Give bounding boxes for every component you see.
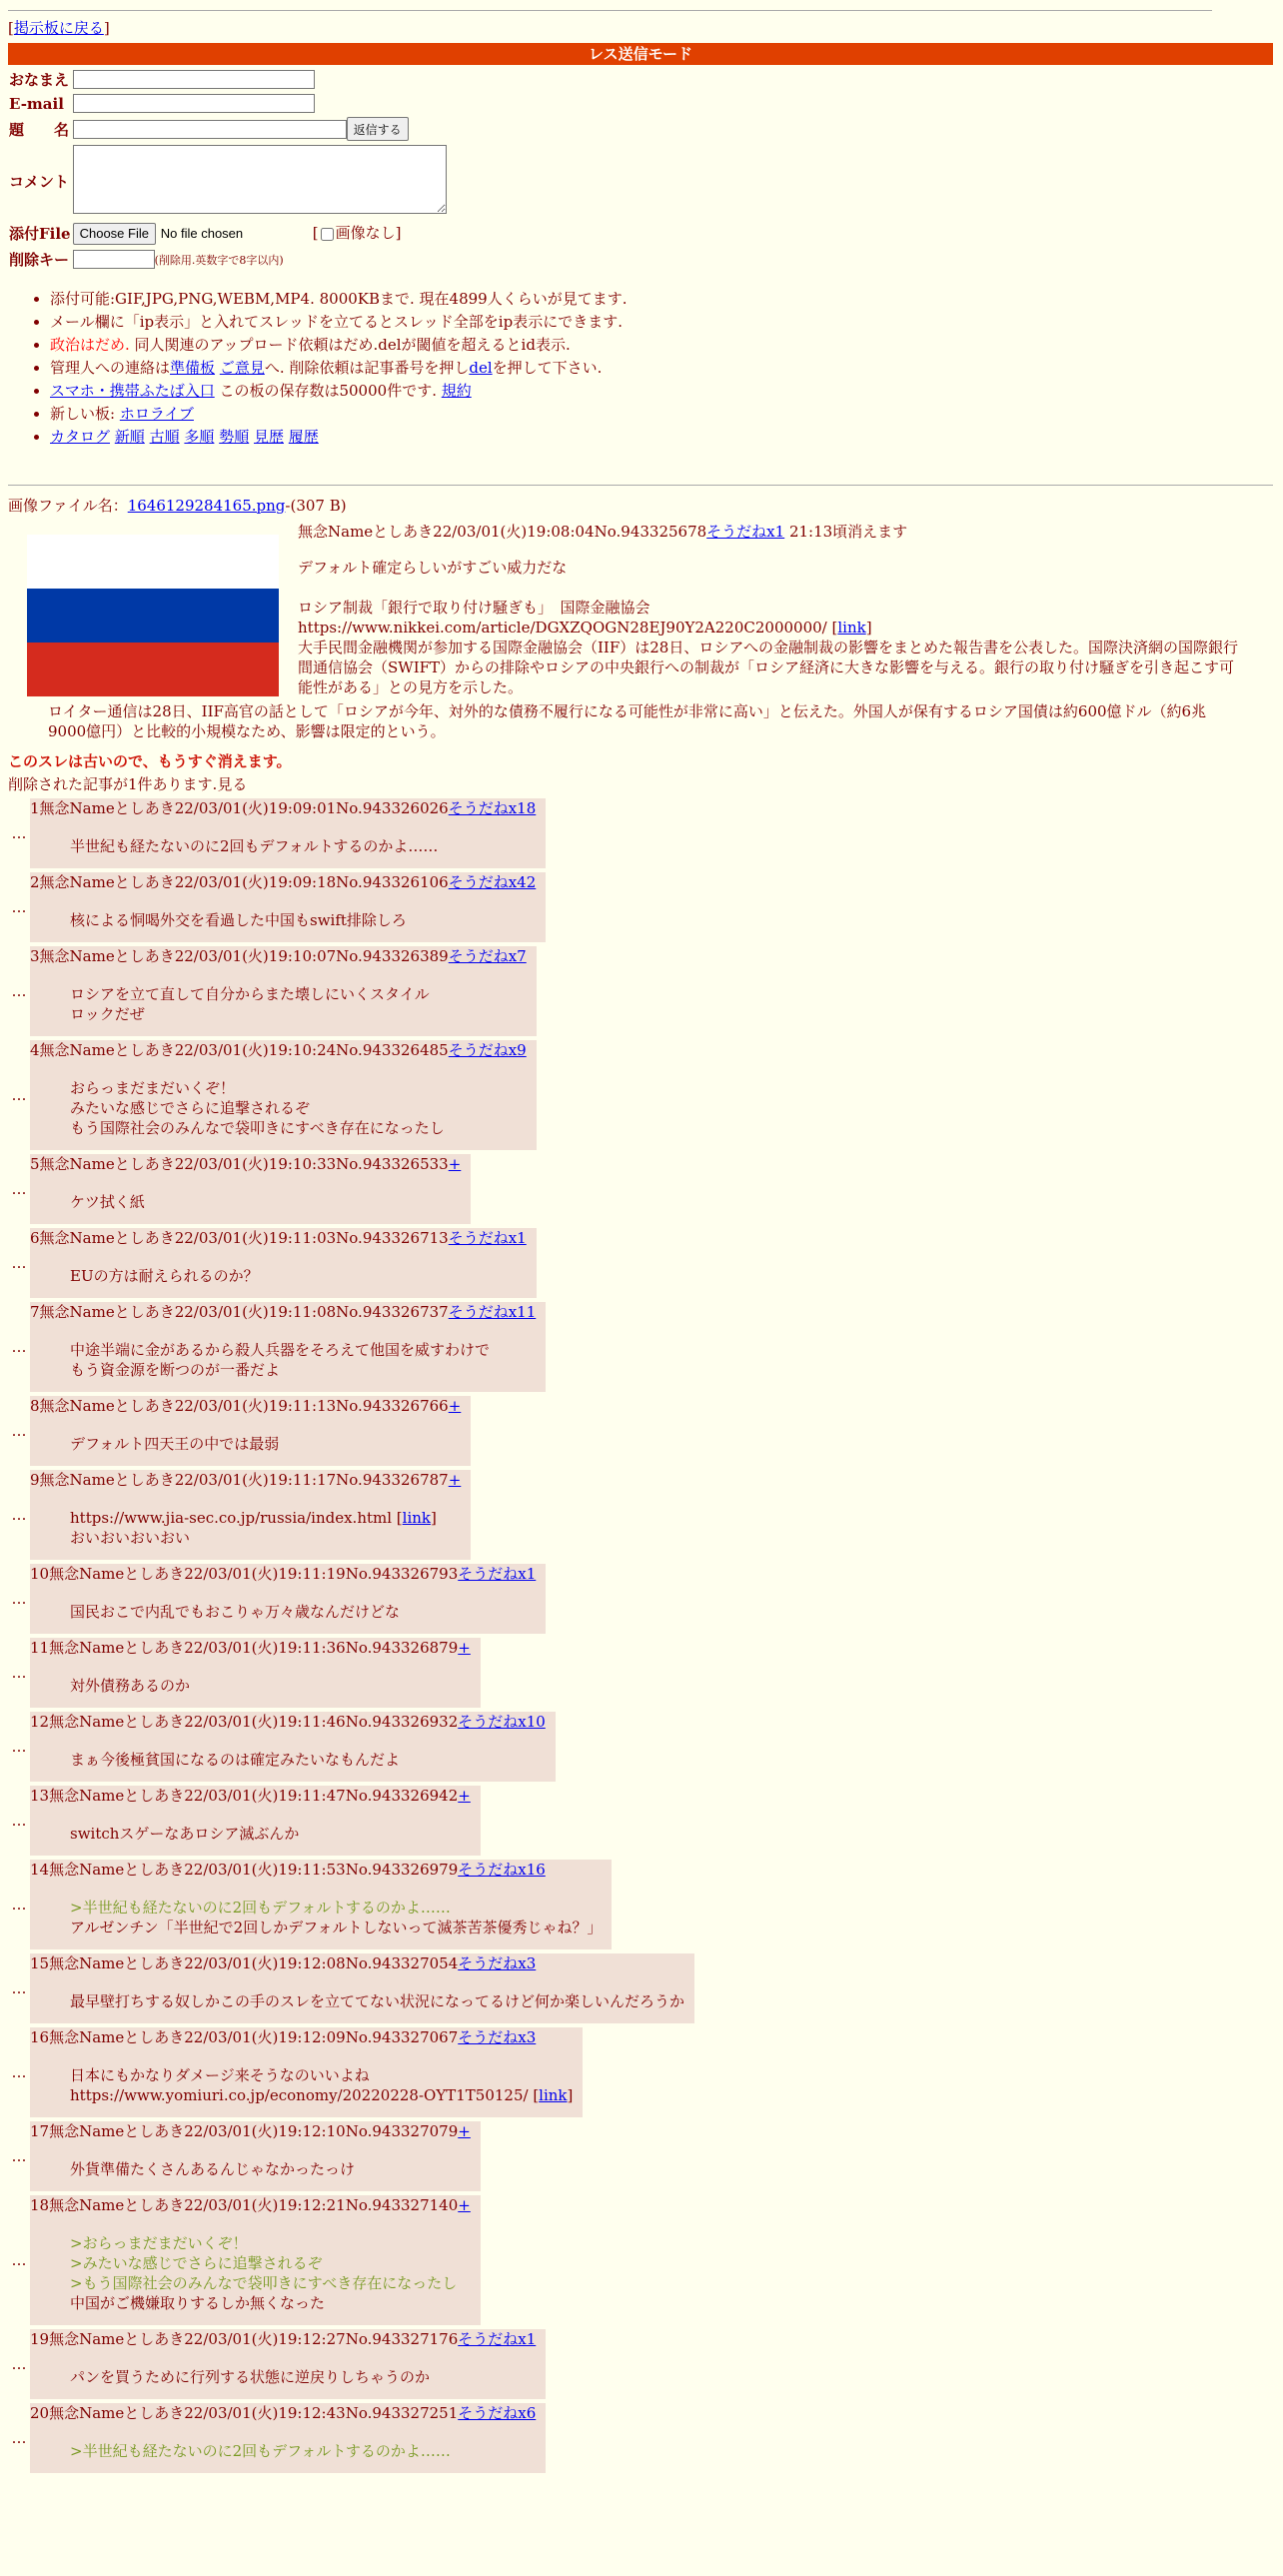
flag-stripe-red	[27, 643, 279, 696]
post-form: おなまえ E-mail 題 名 返信する コメント 添付File Choose File No file chosen [ 画像なし] 削除キー (削除用.英数字で8字以内)	[8, 67, 448, 272]
reply-meta: 8無念Nameとしあき22/03/01(火)19:11:13No.943326766	[30, 1396, 449, 1415]
prep-board-link[interactable]: 準備板	[170, 358, 216, 377]
reply-header	[30, 1154, 461, 1174]
reply-dots: …	[11, 897, 27, 916]
sodane-link[interactable]: そうだねx11	[448, 1302, 537, 1321]
reply-dots: …	[11, 2250, 27, 2269]
comment-label: コメント	[9, 173, 70, 191]
expire-warning: このスレは古いので、もうすぐ消えます。	[8, 751, 292, 770]
note-mobile: • スマホ・携帯ふたば入口 この板の保存数は50000件です. 規約	[50, 380, 1275, 401]
reply-header	[30, 1040, 527, 1060]
reply-body: https://www.jia-sec.co.jp/russia/index.html [link] おいおいおいおい	[70, 1508, 461, 1548]
flag-stripe-blue	[27, 589, 279, 643]
op-line: 大手民間金融機関が参加する国際金融協会（IIF）は28日、ロシアへの金融制裁の影響をまとめた報告書を公表した。国際決済網の国際銀行間通信協会（SWIFT）からの排除やロシアの中央銀行への制裁が「ロシア経済に大きな影響を与える。銀行の取り付け騒ぎを引き起こす可能性がある」との見方を示した。	[298, 638, 1239, 696]
no-image-checkbox[interactable]	[321, 228, 334, 241]
reply-line: アルゼンチン「半世紀で2回しかデフォルトしないって滅茶苦茶優秀じゃね？」	[70, 1918, 603, 1936]
sodane-link[interactable]: +	[448, 1470, 462, 1489]
reply-quote-line: >もう国際社会のみんなで袋叩きにすべき存在になったし	[70, 2273, 458, 2292]
sodane-link[interactable]: そうだねx18	[448, 798, 537, 817]
reply-body	[70, 2441, 536, 2461]
back-nav: [掲示板に戻る]	[8, 19, 110, 37]
name-input[interactable]	[73, 70, 315, 89]
op-image-russia-flag[interactable]	[27, 535, 279, 697]
reply-mode-banner: レス送信モード	[8, 43, 1273, 65]
sodane-link[interactable]: そうだねx1	[448, 1228, 527, 1247]
reply-dots: …	[11, 981, 27, 1000]
reply-dots: …	[11, 1337, 27, 1356]
reply-meta: 9無念Nameとしあき22/03/01(火)19:11:17No.943326787	[30, 1470, 449, 1489]
reply-line: ロシアを立て直して自分からまた壊しにいくスタイル	[70, 984, 430, 1003]
sort-many-link[interactable]: 多順	[184, 427, 215, 446]
sodane-link[interactable]: そうだねx7	[448, 946, 527, 965]
reply-box	[30, 1470, 471, 1560]
reply-box	[30, 1040, 537, 1150]
reply-header	[30, 1302, 536, 1322]
sort-old-link[interactable]: 古順	[149, 427, 180, 446]
email-input[interactable]	[73, 94, 315, 113]
reply-box	[30, 2195, 481, 2325]
reply-body	[70, 1750, 546, 1770]
catalog-link[interactable]: カタログ	[50, 427, 111, 446]
reply-meta: 1無念Nameとしあき22/03/01(火)19:09:01No.943326026	[30, 798, 449, 817]
reply-box	[30, 1638, 481, 1708]
reply-dots: …	[11, 1663, 27, 1682]
reply-header	[30, 2195, 471, 2215]
reply-header	[30, 1860, 602, 1880]
reply-box	[30, 1786, 481, 1856]
reply-quote-line: >みたいな感じでさらに追撃されるぞ	[70, 2253, 323, 2272]
op-link[interactable]: link	[837, 618, 866, 637]
top-divider	[8, 10, 1212, 11]
sodane-link[interactable]: そうだねx10	[458, 1712, 546, 1731]
reply-row	[8, 2121, 1275, 2191]
op-url: https://www.nikkei.com/article/DGXZQOGN28EJ90Y2A220C2000000/	[298, 618, 827, 637]
reply-dots: …	[11, 823, 27, 842]
reply-meta: 20無念Nameとしあき22/03/01(火)19:12:43No.943327251	[30, 2403, 459, 2422]
reply-line: 国民おこで内乱でもおこりゃ万々歳なんだけどな	[70, 1602, 401, 1621]
reply-link[interactable]: link	[539, 2085, 568, 2104]
reply-body	[70, 1676, 471, 1696]
note-rules: • 政治はだめ. 同人関連のアップロード依頼はだめ.delが閾値を超えるとid表示.	[50, 334, 1275, 355]
reply-line: switchスゲーなあロシア滅ぶんか	[70, 1824, 300, 1843]
reply-row	[8, 1638, 1275, 1708]
flag-stripe-white	[27, 535, 279, 589]
reply-line: 日本にもかなりダメージ来そうなのいいよね	[70, 2065, 370, 2084]
sodane-link[interactable]: +	[458, 2121, 471, 2140]
sodane-link[interactable]: そうだねx1	[458, 2329, 537, 2348]
reply-body	[70, 1898, 602, 1937]
reply-body	[70, 984, 527, 1024]
reply-line: デフォルト四天王の中では最弱	[70, 1434, 280, 1453]
reply-header	[30, 1564, 536, 1584]
reply-box	[30, 872, 546, 942]
middle-divider	[8, 485, 1273, 486]
reply-row	[8, 946, 1275, 1036]
reply-dots: …	[11, 1421, 27, 1440]
reply-meta: 7無念Nameとしあき22/03/01(火)19:11:08No.943326737	[30, 1302, 449, 1321]
reply-url: https://www.jia-sec.co.jp/russia/index.html	[70, 1508, 393, 1527]
reply-meta: 11無念Nameとしあき22/03/01(火)19:11:36No.943326879	[30, 1638, 459, 1657]
op-line: デフォルト確定らしいがすごい威力だな	[298, 558, 568, 577]
reply-header	[30, 798, 536, 818]
reply-meta: 16無念Nameとしあき22/03/01(火)19:12:09No.943327067	[30, 2027, 459, 2046]
reply-box	[30, 2403, 546, 2473]
reply-dots: …	[11, 1978, 27, 1997]
reply-box	[30, 1860, 612, 1949]
reply-dots: …	[11, 1085, 27, 1104]
reply-body	[70, 1340, 536, 1380]
sodane-link[interactable]: そうだねx1	[458, 1564, 537, 1583]
history-link[interactable]: 履歴	[288, 427, 319, 446]
reply-line: まぁ今後極貧国になるのは確定みたいなもんだよ	[70, 1750, 401, 1769]
reply-meta: 14無念Nameとしあき22/03/01(火)19:11:53No.943326979	[30, 1860, 459, 1879]
note-ip: • メール欄に「ip表示」と入れてスレッドを立てるとスレッド全部をip表示にできます.	[50, 311, 1275, 332]
reply-meta: 3無念Nameとしあき22/03/01(火)19:10:07No.943326389	[30, 946, 449, 965]
sodane-link[interactable]: そうだねx16	[458, 1860, 546, 1879]
reply-dots: …	[11, 1589, 27, 1608]
reply-header	[30, 1953, 684, 1973]
delete-key-input[interactable]	[73, 250, 155, 269]
reply-box	[30, 1953, 694, 2023]
reply-row	[8, 1953, 1275, 2023]
sodane-link[interactable]: +	[448, 1154, 462, 1173]
reply-quote-line: >おらっまだまだいくぞ！	[70, 2233, 248, 2252]
reply-link[interactable]: link	[402, 1508, 432, 1527]
reply-body	[70, 2233, 471, 2313]
reply-body	[70, 1824, 471, 1844]
op-text: 無念Nameとしあき22/03/01(火)19:08:04No.943325678そうだねx1 21:13頃消えます デフォルト確定らしいがすごい威力だな ロシア制裁「銀行で取り付け騒ぎも」 国際金融協会 https://www.nikkei.com/article/DGXZQOGN28EJ90Y2A220C2000000/ [link] 大手民間金融機関が参加する国際金融協会（IIF）は28日、ロシアへの金融制裁の影響をまとめた報告書を公表した。国際決済網の国際銀行間通信協会（SWIFT）からの排除やロシアの中央銀行への制裁が「ロシア経済に大きな影響を与える。銀行の取り付け騒ぎを引き起こす可能性がある」との見方を示した。	[298, 522, 1247, 697]
reply-header	[30, 1786, 471, 1806]
reply-row	[8, 2403, 1275, 2473]
sodane-link[interactable]: そうだねx9	[448, 1040, 527, 1059]
reply-row	[8, 798, 1275, 868]
sodane-link[interactable]: +	[458, 1786, 471, 1805]
reply-box	[30, 1154, 471, 1224]
reply-row	[8, 1470, 1275, 1560]
deleted-note: 削除された記事が1件あります.見る	[8, 774, 248, 793]
subject-label: 題 名	[9, 120, 70, 139]
reply-box	[30, 2121, 481, 2191]
reply-meta: 5無念Nameとしあき22/03/01(火)19:10:33No.943326533	[30, 1154, 449, 1173]
reply-line: EUの方は耐えられるのか？	[70, 1266, 259, 1285]
reply-dots: …	[11, 1811, 27, 1830]
reply-quote-line: >半世紀も経たないのに2回もデフォルトするのかよ……	[70, 1898, 451, 1917]
reply-header	[30, 2027, 573, 2047]
reply-meta: 19無念Nameとしあき22/03/01(火)19:12:27No.943327176	[30, 2329, 459, 2348]
reply-header	[30, 1396, 461, 1416]
sodane-link[interactable]: +	[458, 1638, 471, 1657]
reply-dots: …	[11, 1895, 27, 1914]
note-new-board: • 新しい板: ホロライブ	[50, 403, 1275, 424]
reply-dots: …	[11, 1179, 27, 1198]
reply-header	[30, 1712, 546, 1732]
reply-box	[30, 1302, 546, 1392]
reply-line: おいおいおいおい	[70, 1528, 191, 1547]
reply-line: 中途半端に金があるから殺人兵器をそろえて他国を威すわけで	[70, 1340, 491, 1359]
feedback-link[interactable]: ご意見	[219, 358, 265, 377]
reply-body	[70, 2159, 471, 2179]
reply-line: おらっまだまだいくぞ！	[70, 1078, 236, 1097]
reply-dots: …	[11, 1737, 27, 1756]
reply-meta: 18無念Nameとしあき22/03/01(火)19:12:21No.943327140	[30, 2195, 459, 2214]
reply-row	[8, 1040, 1275, 1150]
reply-body	[70, 1602, 536, 1622]
no-image-label: 画像なし	[335, 224, 396, 242]
reply-dots: …	[11, 1505, 27, 1524]
reply-header	[30, 1228, 527, 1248]
reply-meta: 15無念Nameとしあき22/03/01(火)19:12:08No.943327054	[30, 1953, 459, 1972]
reply-body: 日本にもかなりダメージ来そうなのいいよね https://www.yomiuri.co.jp/economy/20220228-OYT1T50125/ [link]	[70, 2065, 574, 2104]
reply-body	[70, 1192, 461, 1212]
reply-line: 核による恫喝外交を看過した中国もswift排除しろ	[70, 910, 407, 929]
submit-reply-button[interactable]: 返信する	[347, 117, 409, 141]
reply-box	[30, 798, 546, 868]
reply-box	[30, 2027, 583, 2117]
op-expire: 21:13頃消えます	[784, 522, 908, 541]
reply-line: ケツ拭く紙	[70, 1192, 145, 1211]
new-board-link[interactable]: ホロライブ	[119, 404, 194, 423]
reply-header	[30, 1638, 471, 1658]
email-label: E-mail	[9, 94, 64, 113]
viewed-history-link[interactable]: 見歴	[253, 427, 284, 446]
sodane-link[interactable]: そうだねx3	[458, 1953, 537, 1972]
reply-box	[30, 946, 537, 1036]
choose-file-button[interactable]: Choose File	[73, 223, 156, 245]
reply-dots: …	[11, 2062, 27, 2081]
reply-row	[8, 2027, 1275, 2117]
sort-new-link[interactable]: 新順	[114, 427, 145, 446]
reply-meta: 4無念Nameとしあき22/03/01(火)19:10:24No.943326485	[30, 1040, 449, 1059]
reply-header	[30, 2121, 471, 2141]
reply-quote-line: >半世紀も経たないのに2回もデフォルトするのかよ……	[70, 2441, 451, 2460]
reply-row	[8, 1154, 1275, 1224]
terms-link[interactable]: 規約	[441, 381, 472, 400]
reply-url: https://www.yomiuri.co.jp/economy/20220228-OYT1T50125/	[70, 2085, 529, 2104]
note-contact: • 管理人への連絡は準備板 ご意見へ. 削除依頼は記事番号を押しdelを押して下さい.	[50, 357, 1275, 378]
op-post	[8, 522, 1275, 748]
board-notes	[8, 288, 1275, 447]
reply-body	[70, 2367, 536, 2387]
op-line: ロイター通信は28日、IIF高官の話として「ロシアが今年、対外的な債務不履行になる可能性が非常に高い」と伝えた。外国人が保有するロシア国債は約600億ドル（約6兆9000億円）と比較的小規模なため、影響は限定的という。	[48, 701, 1207, 740]
note-upload: • 添付可能:GIF,JPG,PNG,WEBM,MP4. 8000KBまで. 現在4899人くらいが見てます.	[50, 288, 1275, 309]
reply-body	[70, 836, 536, 856]
reply-meta: 13無念Nameとしあき22/03/01(火)19:11:47No.943326942	[30, 1786, 459, 1805]
delete-key-note: (削除用.英数字で8字以内)	[154, 253, 284, 267]
reply-dots: …	[11, 2354, 27, 2373]
back-to-board-link[interactable]: 掲示板に戻る	[13, 19, 104, 37]
reply-line: ロックだぜ	[70, 1004, 145, 1023]
op-line: ロシア制裁「銀行で取り付け騒ぎも」 国際金融協会	[298, 598, 650, 617]
reply-body	[70, 1991, 684, 2011]
reply-line: 外貨準備たくさんあるんじゃなかったっけ	[70, 2159, 356, 2178]
reply-body	[70, 1266, 527, 1286]
reply-row	[8, 1712, 1275, 1782]
sodane-link[interactable]: +	[458, 2195, 471, 2214]
reply-row	[8, 1396, 1275, 1466]
reply-row	[8, 1228, 1275, 1298]
op-sodane-link[interactable]: そうだねx1	[706, 522, 785, 541]
file-status: No file chosen	[160, 226, 244, 241]
reply-row	[8, 1786, 1275, 1856]
del-link[interactable]: del	[469, 358, 493, 377]
reply-meta: 12無念Nameとしあき22/03/01(火)19:11:46No.943326932	[30, 1712, 459, 1731]
sort-momentum-link[interactable]: 勢順	[219, 427, 250, 446]
reply-line: パンを買うために行列する状態に逆戻りしちゃうのか	[70, 2367, 431, 2386]
reply-row	[8, 872, 1275, 942]
reply-meta: 10無念Nameとしあき22/03/01(火)19:11:19No.943326793	[30, 1564, 459, 1583]
mobile-entrance-link[interactable]: スマホ・携帯ふたば入口	[50, 381, 215, 400]
note-sort-links	[50, 426, 1275, 447]
reply-line: もう資金源を断つのが一番だよ	[70, 1360, 281, 1379]
subject-input[interactable]	[73, 120, 347, 139]
reply-header	[30, 946, 527, 966]
reply-row	[8, 1860, 1275, 1949]
reply-meta: 17無念Nameとしあき22/03/01(火)19:12:10No.943327079	[30, 2121, 459, 2140]
sodane-link[interactable]: そうだねx42	[448, 872, 537, 891]
reply-box	[30, 1396, 471, 1466]
reply-line: 半世紀も経たないのに2回もデフォルトするのかよ……	[70, 836, 439, 855]
reply-list	[8, 798, 1275, 2473]
op-file-link[interactable]: 1646129284165.png	[127, 496, 286, 515]
reply-meta: 2無念Nameとしあき22/03/01(火)19:09:18No.943326106	[30, 872, 449, 891]
reply-row	[8, 2195, 1275, 2325]
reply-body	[70, 1434, 461, 1454]
reply-box	[30, 1712, 556, 1782]
reply-header	[30, 2329, 536, 2349]
op-file-info: 画像ファイル名：1646129284165.png-(307 B)	[8, 496, 347, 515]
reply-meta: 6無念Nameとしあき22/03/01(火)19:11:03No.943326713	[30, 1228, 449, 1247]
reply-line: みたいな感じでさらに追撃されるぞ	[70, 1098, 311, 1117]
delete-key-label: 削除キー	[9, 250, 70, 269]
comment-textarea[interactable]	[73, 145, 447, 214]
reply-box	[30, 1228, 537, 1298]
reply-header	[30, 2403, 536, 2423]
file-label: 添付File	[9, 224, 71, 243]
sodane-link[interactable]: そうだねx6	[458, 2403, 537, 2422]
reply-line: 対外債務あるのか	[70, 1676, 191, 1695]
name-label: おなまえ	[9, 71, 70, 89]
reply-dots: …	[11, 2428, 27, 2447]
reply-box	[30, 1564, 546, 1634]
sodane-link[interactable]: そうだねx3	[458, 2027, 537, 2046]
reply-line: 最早壁打ちする奴しかこの手のスレを立ててない状況になってるけど何か楽しいんだろうか	[70, 1991, 685, 2010]
reply-row	[8, 1302, 1275, 1392]
reply-dots: …	[11, 2146, 27, 2165]
reply-box	[30, 2329, 546, 2399]
reply-header	[30, 1470, 461, 1490]
reply-dots: …	[11, 1253, 27, 1272]
reply-header	[30, 872, 536, 892]
reply-line: もう国際社会のみんなで袋叩きにすべき存在になったし	[70, 1118, 445, 1137]
sodane-link[interactable]: +	[448, 1396, 462, 1415]
op-header: 無念Nameとしあき22/03/01(火)19:08:04No.943325678	[298, 522, 707, 541]
reply-row	[8, 1564, 1275, 1634]
reply-row	[8, 2329, 1275, 2399]
reply-body	[70, 910, 536, 930]
reply-line: 中国がご機嫌取りするしか無くなった	[70, 2293, 326, 2312]
reply-body	[70, 1078, 527, 1138]
